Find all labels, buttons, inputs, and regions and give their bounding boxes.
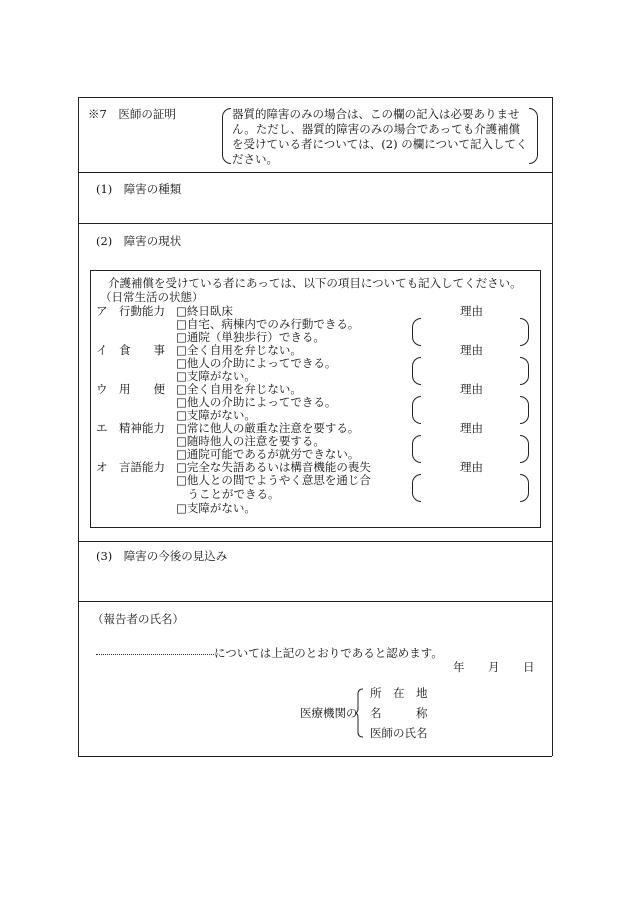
field-address: 所 在 地	[370, 686, 428, 700]
reason-paren-left	[412, 396, 421, 424]
reason-paren-left	[412, 435, 421, 463]
option-checkbox[interactable]: □他人との間でようやく意思を通じ合	[176, 473, 371, 487]
note-paren-left	[222, 108, 231, 164]
note-line-1: 器質的障害のみの場合は、この欄の記入は必要ありませ	[232, 107, 520, 121]
reason-paren-left	[412, 318, 421, 346]
note-line-2: ん。ただし、器質的障害のみの場合であっても介護補償	[232, 122, 521, 136]
divider-1	[78, 172, 552, 173]
inner-intro: 介護補償を受けている者にあっては、以下の項目についても記入してください。	[108, 276, 522, 290]
outer-left-border	[78, 97, 79, 756]
option-checkbox[interactable]: □通院（単独歩行）できる。	[176, 330, 325, 344]
reason-label: 理由	[460, 343, 483, 357]
reason-label: 理由	[460, 382, 483, 396]
date-month: 月	[488, 660, 500, 674]
category-label: ア 行動能力	[96, 304, 165, 318]
divider-3	[78, 541, 552, 542]
reason-paren-left	[412, 357, 421, 385]
option-checkbox[interactable]: □支障がない。	[176, 369, 256, 383]
institution-label: 医療機関の	[300, 706, 358, 720]
divider-2	[78, 223, 552, 224]
section-label: ※7 医師の証明	[88, 107, 176, 121]
section-prognosis-title: (3) 障害の今後の見込み	[96, 549, 228, 563]
option-checkbox[interactable]: □支障がない。	[176, 501, 256, 515]
section-type-title: (1) 障害の種類	[96, 182, 182, 196]
section-status-title: (2) 障害の現状	[96, 234, 182, 248]
option-checkbox[interactable]: □全く自用を弁じない。	[176, 343, 302, 357]
date-year: 年	[453, 660, 465, 674]
brace-icon	[354, 688, 364, 738]
option-checkbox[interactable]: □他人の介助によってできる。	[176, 356, 337, 370]
outer-bottom-border	[78, 756, 552, 757]
category-label: イ 食 事	[96, 343, 165, 357]
category-label: オ 言語能力	[96, 460, 165, 474]
date-day: 日	[523, 660, 535, 674]
reason-label: 理由	[460, 421, 483, 435]
outer-top-border	[78, 97, 552, 98]
category-label: ウ 用 便	[96, 382, 165, 396]
reporter-label: （報告者の氏名）	[92, 612, 184, 626]
field-name: 名 称	[370, 706, 428, 720]
option-checkbox[interactable]: □終日臥床	[176, 304, 233, 318]
option-checkbox[interactable]: □完全な失語あるいは構音機能の喪失	[176, 460, 371, 474]
option-checkbox[interactable]: □通院可能であるが就労できない。	[176, 447, 360, 461]
option-checkbox[interactable]: □全く自用を弁じない。	[176, 382, 302, 396]
inner-subtitle: （日常生活の状態）	[100, 290, 204, 304]
note-line-4: ださい。	[232, 152, 278, 166]
outer-right-border	[552, 97, 553, 756]
name-blank-line[interactable]	[96, 654, 214, 655]
option-checkbox[interactable]: □支障がない。	[176, 408, 256, 422]
option-continuation: うことができる。	[176, 487, 280, 501]
option-checkbox[interactable]: □他人の介助によってできる。	[176, 395, 337, 409]
reason-paren-left	[412, 474, 421, 502]
divider-4	[78, 601, 552, 602]
reason-label: 理由	[460, 460, 483, 474]
option-checkbox[interactable]: □随時他人の注意を要する。	[176, 434, 325, 448]
certify-text: については上記のとおりであると認めます。	[214, 646, 443, 660]
option-checkbox[interactable]: □常に他人の厳重な注意を要する。	[176, 421, 360, 435]
note-line-3: を受けている者については、(2) の欄について記入してく	[232, 137, 528, 151]
reason-label: 理由	[460, 304, 483, 318]
category-label: エ 精神能力	[96, 421, 165, 435]
option-checkbox[interactable]: □自宅、病棟内でのみ行動できる。	[176, 317, 360, 331]
note-paren-right	[529, 108, 538, 164]
field-doctor-name: 医師の氏名	[370, 726, 428, 740]
